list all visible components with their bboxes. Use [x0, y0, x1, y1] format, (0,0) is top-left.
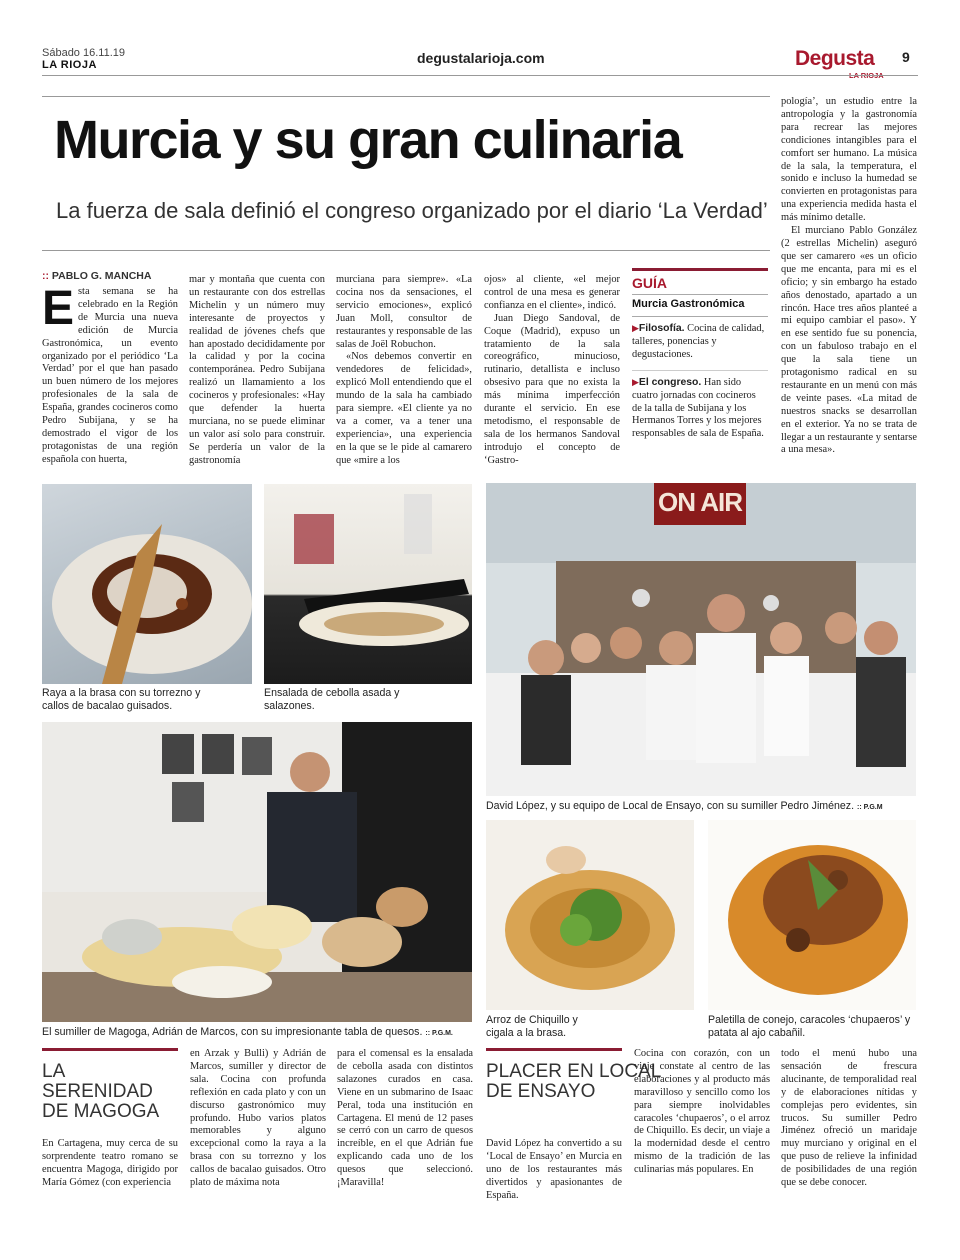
- guide-title: GUÍA: [632, 275, 667, 291]
- guide-divider: [632, 294, 768, 295]
- byline-marker-icon: ::: [42, 270, 49, 282]
- photo-team: [486, 483, 916, 796]
- magoga-rule: [42, 1048, 178, 1051]
- quesos-credit: :: P.G.M.: [425, 1030, 453, 1037]
- headline-bottom-rule: [42, 250, 770, 251]
- magoga-column-2: en Arzak y Bulli) y Adrián de Marcos, sumiller y director de sala. Cocina con profunda reflexión en cada plato y con un discurso gastronómico muy profundo. Hubo varios platos memorables y alguno excepcional como la raya a la brasa con su torrezno y los callos de bacalao guisados. Otro plato de máxima nota: [190, 1048, 326, 1189]
- guide-item-1-label: Filosofía.: [638, 323, 685, 334]
- photo-ensalada: [264, 484, 472, 684]
- team-illustration: [486, 483, 916, 796]
- team-credit: :: P.G.M: [857, 804, 883, 811]
- article-col3-para-2: «Nos debemos convertir en vendedores de felicidad», explicó Moll entendiendo que el mundo de la sala ha cambiado para siempre. «El cliente ya no va a comer, va a tener una experiencia», una experiencia en la que se le pide al camarero que «mire a los: [336, 351, 472, 466]
- photo-paletilla: [708, 820, 916, 1010]
- raya-caption: Raya a la brasa con su torrezno y callos de bacalao guisados.: [42, 687, 201, 712]
- header-date: Sábado 16.11.19: [42, 47, 125, 59]
- guide-item-2-label: El congreso.: [638, 376, 702, 388]
- photo-raya: [42, 484, 252, 684]
- ensayo-rule: [486, 1048, 622, 1051]
- paletilla-caption: Paletilla de conejo, caracoles ‘chupaeros’ y patata al ajo cabañil.: [708, 1014, 911, 1039]
- guide-box: [632, 268, 768, 456]
- header-paper: LA RIOJA: [42, 59, 97, 71]
- guide-top-rule: [632, 268, 768, 271]
- team-caption: [486, 800, 916, 814]
- page-number: 9: [902, 49, 910, 65]
- brand-logo: [795, 47, 895, 77]
- article-column-4: [484, 274, 620, 468]
- brand-name: Degusta: [795, 47, 875, 70]
- headline: Murcia y su gran culinaria: [54, 110, 682, 170]
- on-air-sign: ON AIR: [657, 487, 743, 517]
- header-site[interactable]: degustalarioja.com: [417, 50, 545, 66]
- photo-quesos: [42, 722, 472, 1022]
- article-col1-text: sta semana se ha celebrado en la Región de Murcia una nueva edición de Murcia Gastronómica, un evento organizado por el periódico ‘La Verdad’ por el que han pasado un buen número de los mejores profesionales de la sala de España, grandes cocineros como Pedro Subijana, y se ha demostrado el vigor de los protagonistas de una región española con huerta,: [42, 286, 178, 465]
- ensalada-caption: Ensalada de cebolla asada y salazones.: [264, 687, 400, 712]
- guide-item-2-text: Han sido cuatro jornadas con cocineros de la talla de Subijana y los Hermanos Torres y los mejores responsables de sala de España.: [632, 376, 764, 440]
- article-column-1: [42, 282, 178, 467]
- photo-arroz: [486, 820, 694, 1010]
- top-rule: [42, 96, 770, 97]
- guide-arrow-icon: ▶: [632, 323, 639, 333]
- ensayo-column-1: David López ha convertido a su ‘Local de Ensayo’ en Murcia en uno de los restaurantes más divertidos y apasionantes de España.: [486, 1138, 622, 1201]
- article-column-2: [189, 274, 325, 468]
- header-divider: [42, 75, 918, 76]
- guide-arrow-icon: ▶: [632, 376, 639, 387]
- article-column-3: [336, 274, 472, 468]
- magoga-column-1: En Cartagena, muy cerca de su sorprendente teatro romano se encuentra Magoga, dirigido por María Gómez (con experiencia: [42, 1138, 178, 1188]
- paletilla-illustration: [708, 820, 916, 1010]
- dropcap: E: [42, 282, 75, 335]
- guide-item-1-text: Cocina de calidad, talleres, ponencias y degustaciones.: [632, 323, 765, 360]
- byline-name: PABLO G. MANCHA: [51, 270, 152, 282]
- article-column-6: [781, 96, 917, 457]
- guide-divider-3: [632, 370, 768, 371]
- team-caption-text: David López, y su equipo de Local de Ensayo, con su sumiller Pedro Jiménez.: [486, 800, 855, 812]
- guide-item-2: [632, 376, 768, 442]
- quesos-caption: [42, 1026, 472, 1040]
- ensayo-section: [486, 1048, 662, 1102]
- ensayo-title-line2: DE ENSAYO: [486, 1081, 596, 1102]
- ensalada-dish-illustration: [264, 484, 472, 684]
- magoga-title-line1: LA SERENIDAD: [42, 1061, 153, 1102]
- ensayo-column-2: Cocina con corazón, con un viaje constate al centro de las elaboraciones y al producto más maravilloso y sencillo como los para siempre inolvidables caracoles ‘chupaeros’, o el arroz de Chiquillo. Es decir, un viaje a la modernidad desde el centro mismo de la tradición de las culinarias más populares. En: [634, 1048, 770, 1176]
- magoga-column-3: para el comensal es la ensalada de cebolla asada con distintos salazones curados en casa. Viene en un submarino de Isaac Peral, toda una institución en Cartagena. El menú de 12 pases se cerró con un carro de quesos increíble, en el que Adrián fue explicando cada uno de los quesos que seleccionó. ¡Maravilla!: [337, 1048, 473, 1189]
- magoga-title-line2: DE MAGOGA: [42, 1101, 160, 1122]
- arroz-illustration: [486, 820, 694, 1010]
- article-col6-para-1: pología’, un estudio entre la antropología y la gastronomía para recrear las mejores condiciones intangibles para el comfort ser humano. La música de la sala, la temperatura, el sonido e incluso la humedad se convierten en protagonistas para una experiencia medida hasta el más mínimo detalle.: [781, 96, 917, 224]
- article-col2-text: mar y montaña que cuenta con un restaurante con dos estrellas Michelin y un número muy interesante de proyectos y realidad de jóvenes chefs que han apostado decididamente por la calidad y por la cocina contemporánea. Pedro Subijana realizó un llamamiento a los cocineros y profesionales: «Hay que defender la huerta murciana, no se puede eliminar un valor así solo para construir. Se perdería un valor de la gastronomía: [189, 274, 325, 466]
- guide-item-1: [632, 322, 768, 362]
- subheadline: La fuerza de sala definió el congreso organizado por el diario ‘La Verdad’: [56, 198, 768, 223]
- article-col4-para-1: ojos» al cliente, «el mejor control de una mesa es generar confianza en el cliente», indicó.: [484, 274, 620, 311]
- article-col6-para-2: El murciano Pablo González (2 estrellas Michelin) aseguró que ser camarero «es un oficio que me encanta, para mi es el oficio; y sin embargo ha estado años denostado, apartado a un rincón. Hace tres años planteé a mi equipo cambiar el paso». Y en ese sentido fue su ponencia, con un fabuloso trabajo en el que la sala tiene un protagonismo radical en su restaurante en un menú con más de veinte pases. «La mitad de nuestros snacks se desarrollan en el exterior. Ya no se trata de llegar a un restaurante y sentarse a una mesa».: [781, 225, 917, 456]
- article-col4-para-2: Juan Diego Sandoval, de Coque (Madrid), expuso un tratamiento de la sala coreográfico, minucioso, rutinario, detallista e incluso obsesivo para que no exista la más mínima imperfección durante el servicio. En ese metodismo, el responsable de sala de los hermanos Sandoval introdujo el concepto de ‘Gastro-: [484, 312, 620, 466]
- raya-dish-illustration: [42, 484, 252, 684]
- arroz-caption: Arroz de Chiquillo y cigala a la brasa.: [486, 1014, 578, 1039]
- ensayo-title-line1: PLACER EN LOCAL: [486, 1061, 662, 1082]
- article-col3-para-1: murciana para siempre». «La cocina nos da sensaciones, el servicio emociones», explicó Juan Moll, consultor de restaurantes y responsable de las salas de Joël Robuchon.: [336, 274, 472, 350]
- guide-divider-2: [632, 316, 768, 317]
- ensayo-column-3: todo el menú hubo una sensación de frescura alucinante, de temporalidad real y de elaboraciones nítidas y complejas pero evidentes, sin trucos. Su sumiller Pedro Jiménez ofreció un maridaje muy murciano y original en el que puso de relieve la infinidad de posibilidades de una región que se debe conocer.: [781, 1048, 917, 1189]
- magoga-section: [42, 1048, 178, 1122]
- quesos-illustration: [42, 722, 472, 1022]
- guide-subtitle: Murcia Gastronómica: [632, 298, 745, 310]
- quesos-caption-text: El sumiller de Magoga, Adrián de Marcos, con su impresionante tabla de quesos.: [42, 1026, 423, 1038]
- byline: [42, 270, 151, 282]
